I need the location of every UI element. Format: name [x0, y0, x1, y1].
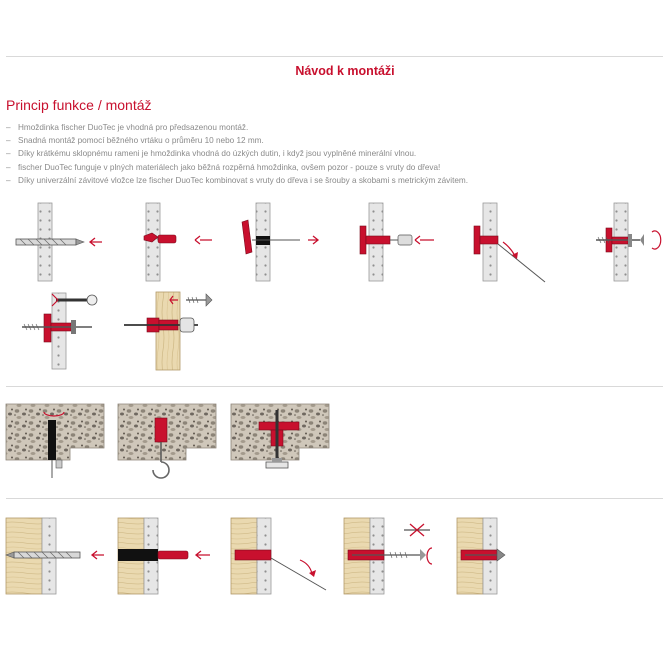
- step-fixed-object: [22, 293, 97, 369]
- step-drill: [16, 203, 102, 281]
- step-wood-fixed: [457, 518, 505, 594]
- step-break-strip: [474, 203, 545, 282]
- step-insert-dowel: [144, 203, 212, 281]
- step-wood-drill: [6, 518, 104, 594]
- instruction-item: – Snadná montáž pomocí běžného vrtáku o průměru 10 nebo 12 mm.: [6, 134, 468, 147]
- hook-icon: [153, 462, 169, 478]
- section-heading: Princip funkce / montáž: [6, 97, 152, 113]
- step-wood-break-strip: [231, 518, 326, 594]
- step-ceiling-hook: [118, 404, 216, 478]
- push-arrow-icon: [92, 551, 104, 559]
- step-ceiling-drill: [6, 404, 104, 478]
- push-arrow-icon: [196, 551, 210, 559]
- instruction-item: – Díky krátkému sklopnému rameni je hmoždinka vhodná do úzkých dutin, i když jsou vyplněné minerální vlnou.: [6, 147, 468, 160]
- step-wood-screw: [344, 518, 432, 594]
- drill-bit-icon: [6, 552, 80, 558]
- step-solid-wood: [124, 292, 212, 370]
- step-screw-in: [596, 203, 661, 281]
- rotate-arrow-icon: [652, 231, 661, 249]
- instruction-item: – fischer DuoTec funguje v plných materiálech jako běžná rozpěrná hmoždinka, ovšem pozor - pouze s vruty do dřeva!: [6, 161, 468, 174]
- push-arrow-icon: [415, 236, 434, 244]
- rotate-arrow-icon: [427, 548, 432, 564]
- rotate-arrow-icon: [300, 560, 312, 574]
- step-ceiling-bolt: [231, 404, 329, 468]
- step-pull-back: [360, 203, 434, 281]
- drill-bit-icon: [16, 239, 84, 245]
- push-arrow-icon: [90, 238, 102, 246]
- step-flip-anchor: [242, 203, 318, 281]
- push-arrow-icon: [308, 236, 318, 244]
- instruction-item: – Díky univerzální závitové vložce lze fischer DuoTec kombinovat s vruty do dřeva i se šrouby a skobami s metrickým závitem.: [6, 174, 468, 187]
- push-arrow-icon: [195, 236, 212, 244]
- page-title: Návod k montáži: [295, 64, 395, 78]
- step-wood-insert: [118, 518, 210, 594]
- instruction-item: – Hmoždinka fischer DuoTec je vhodná pro předsazenou montáž.: [6, 121, 468, 134]
